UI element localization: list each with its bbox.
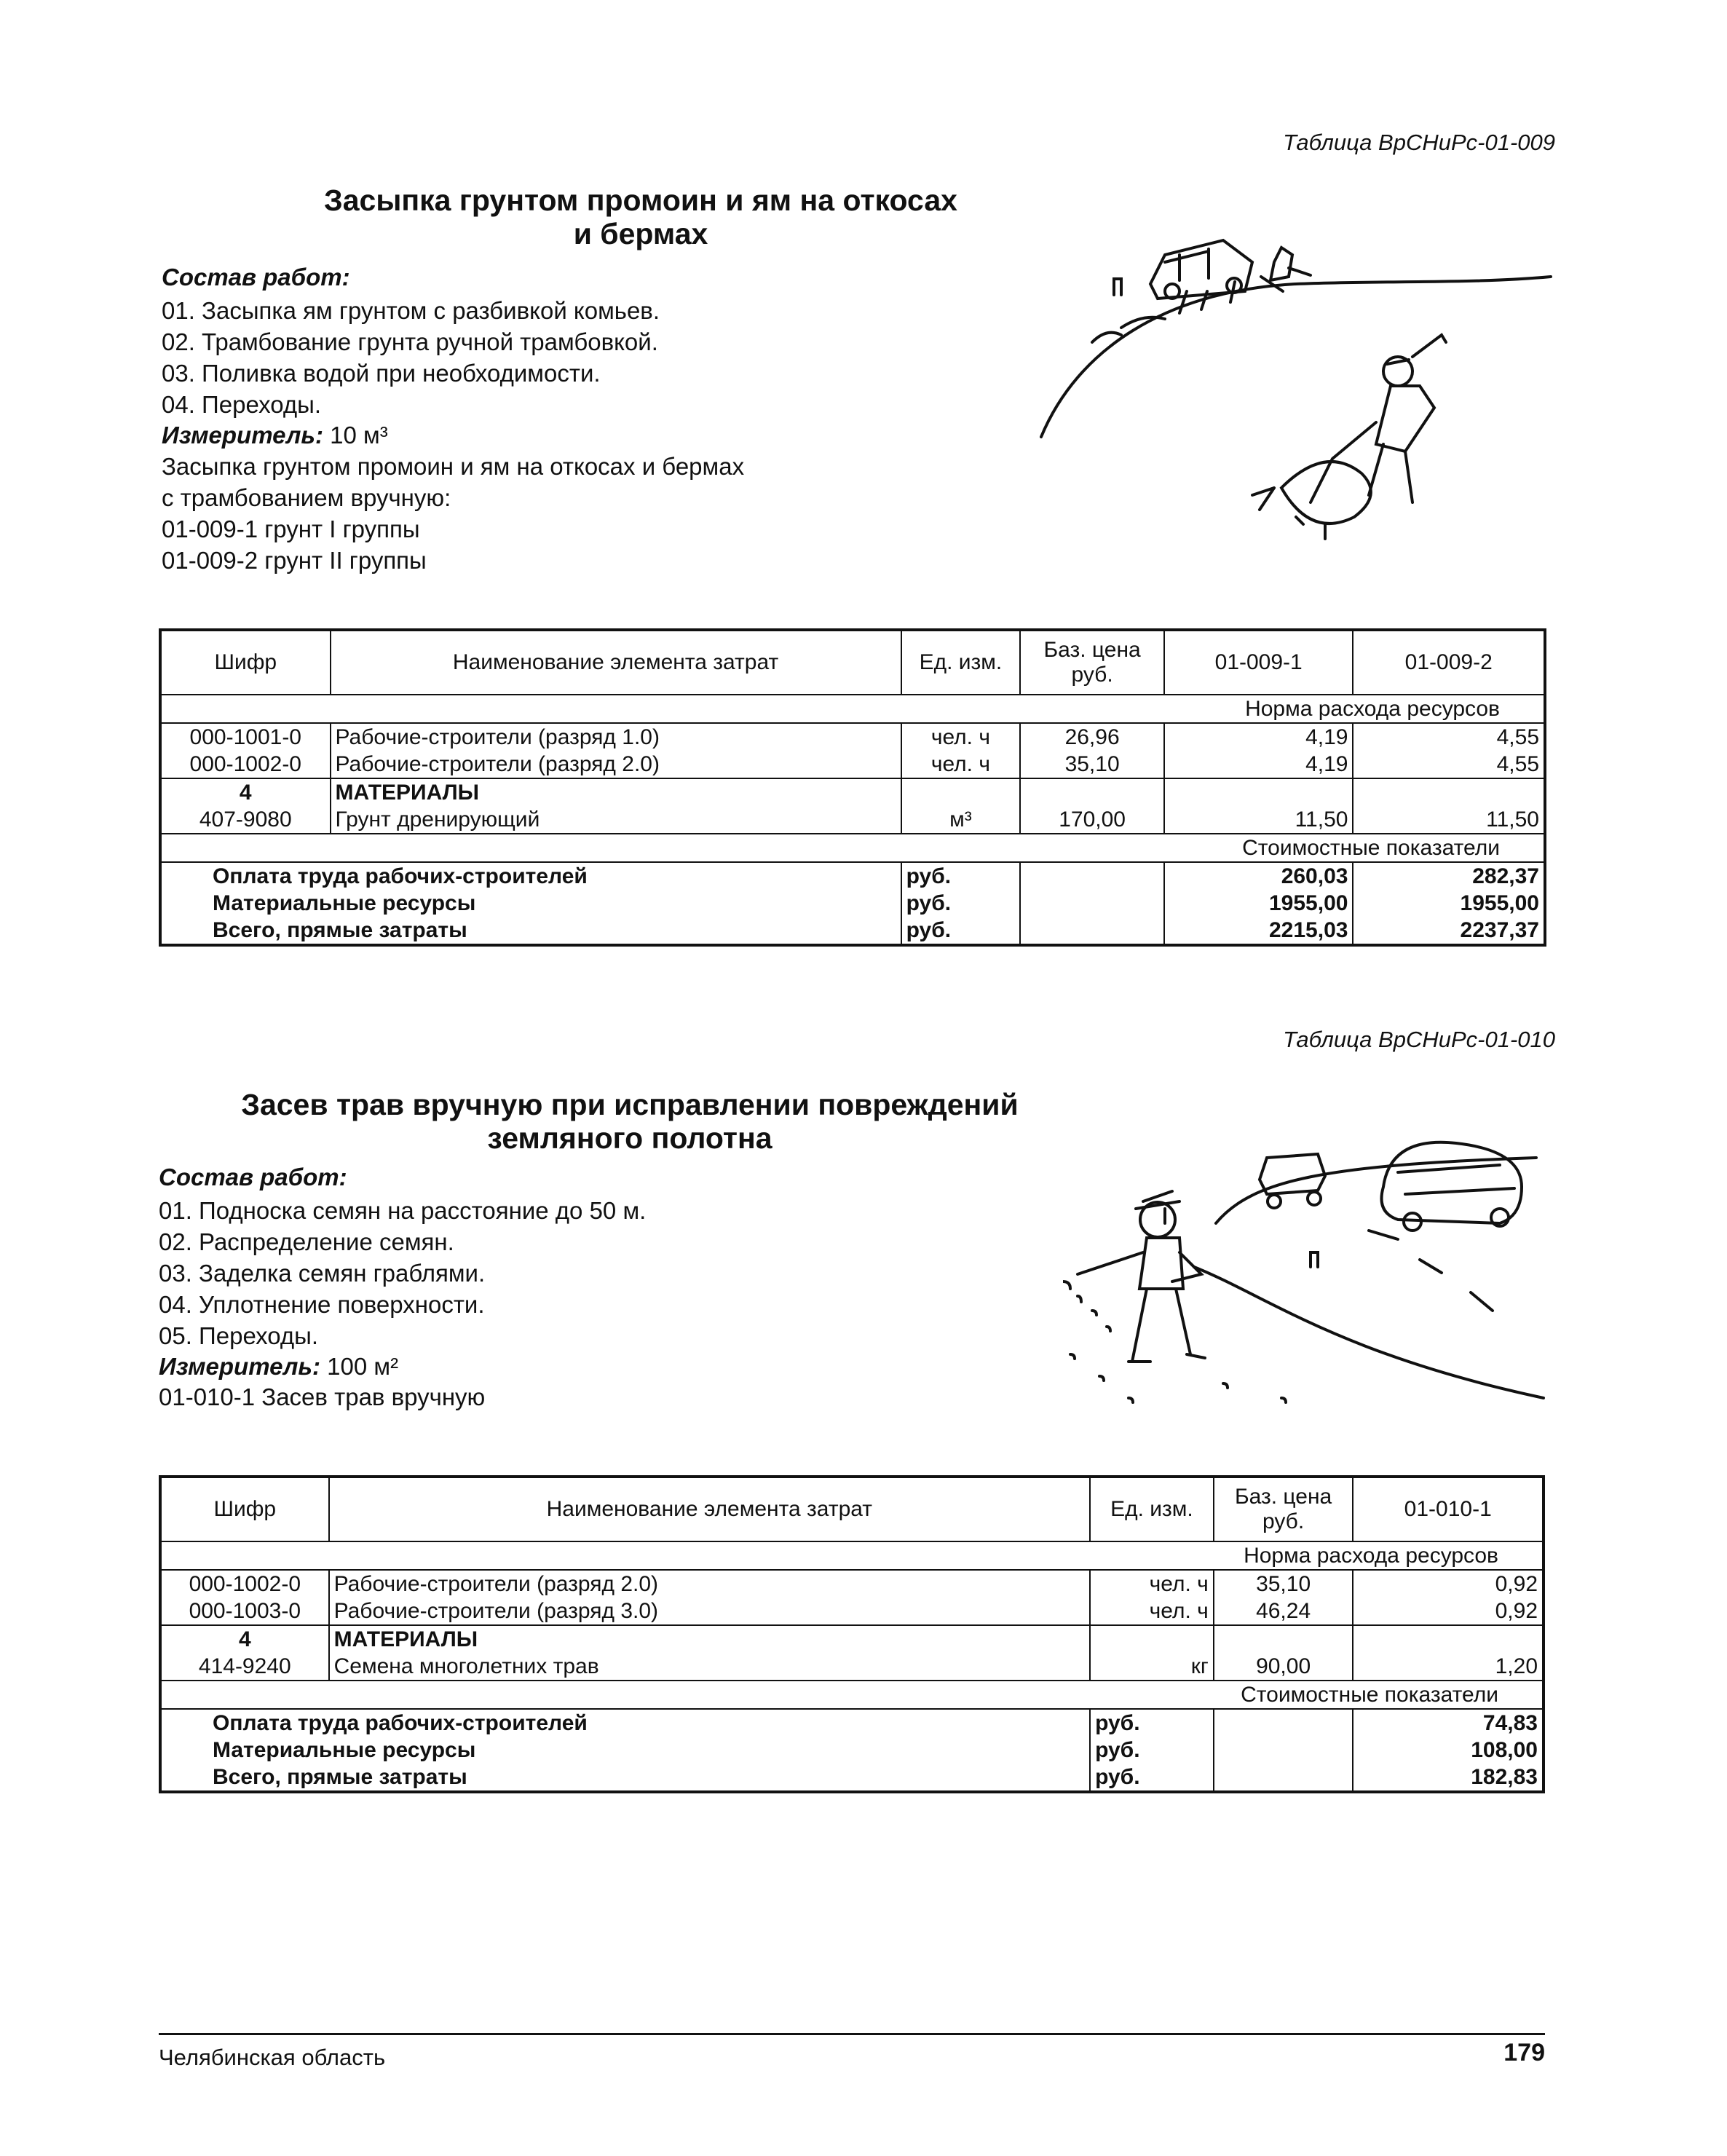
total-unit: руб.: [1090, 1709, 1214, 1737]
norm-label: Норма расхода ресурсов: [1244, 1544, 1498, 1568]
total-v1: 260,03: [1164, 862, 1353, 890]
total-unit: руб.: [901, 890, 1021, 917]
total-name: Материальные ресурсы: [213, 1738, 476, 1762]
table-row: [160, 778, 1545, 806]
cell-v1: 0,92: [1353, 1570, 1544, 1598]
col-header-code: Шифр: [160, 630, 331, 695]
cell-price: 26,96: [1020, 723, 1164, 751]
totals-row: [160, 862, 1545, 890]
cell-unit: [1090, 1625, 1214, 1653]
total-name: Всего, прямые затраты: [213, 1765, 467, 1789]
cell-name: Рабочие-строители (разряд 1.0): [331, 723, 901, 751]
total-price-empty: [1214, 1764, 1353, 1792]
cell-code: 000-1002-0: [189, 752, 301, 776]
title-line-1: Засев трав вручную при исправлении повреждений: [241, 1088, 1019, 1121]
cell-v2: 11,50: [1353, 806, 1545, 834]
totals-row: [160, 1764, 1544, 1792]
description-block: [159, 1381, 485, 1413]
work-item: 04. Уплотнение поверхности.: [159, 1291, 485, 1318]
meter-value: 10 м³: [330, 422, 388, 449]
col-header-unit: Ед. изм.: [901, 630, 1021, 695]
section-title-01-009: [218, 183, 1063, 250]
total-v1: 2215,03: [1164, 917, 1353, 945]
cell-v1: 11,50: [1164, 806, 1353, 834]
table-header-row: [160, 1477, 1544, 1541]
cell-code: 4: [238, 1627, 251, 1651]
title-line-2: и бермах: [573, 217, 708, 250]
work-items-list: [162, 295, 660, 420]
work-item: 01. Засыпка ям грунтом с разбивкой комьев.: [162, 297, 660, 324]
work-items-list: [159, 1195, 646, 1351]
table-row: [160, 1653, 1544, 1681]
total-name: Материальные ресурсы: [213, 891, 476, 915]
table-header-row: [160, 630, 1545, 695]
total-v1: 1955,00: [1164, 890, 1353, 917]
col-header-unit: Ед. изм.: [1090, 1477, 1214, 1541]
page-number: 179: [1503, 2039, 1545, 2066]
cell-v2: 4,55: [1353, 723, 1545, 751]
total-name: Оплата труда рабочих-строителей: [213, 864, 588, 888]
footer-divider: [159, 2033, 1545, 2035]
work-item: 03. Заделка семян граблями.: [159, 1260, 486, 1287]
cell-code: 407-9080: [199, 807, 292, 832]
description-line: с трамбованием вручную:: [162, 484, 451, 511]
total-v2: 1955,00: [1353, 890, 1545, 917]
code-line: 01-010-1 Засев трав вручную: [159, 1383, 486, 1410]
cell-unit: кг: [1090, 1653, 1214, 1681]
total-v2: 2237,37: [1353, 917, 1545, 945]
total-price-empty: [1020, 862, 1164, 890]
cell-v1: 1,20: [1353, 1653, 1544, 1681]
code-line: 01-009-1 грунт I группы: [162, 516, 420, 542]
col-header-v2: 01-009-2: [1353, 630, 1545, 695]
total-v1: 74,83: [1353, 1709, 1544, 1737]
totals-row: [160, 1709, 1544, 1737]
footer-region: Челябинская область: [159, 2045, 386, 2070]
cell-unit: чел. ч: [901, 751, 1021, 778]
work-item: 02. Трамбование грунта ручной трамбовкой.: [162, 328, 658, 355]
cell-v1: 4,19: [1164, 723, 1353, 751]
cost-label: Стоимостные показатели: [1241, 1683, 1498, 1707]
total-v1: 108,00: [1353, 1737, 1544, 1764]
cell-price: 90,00: [1214, 1653, 1353, 1681]
cell-name: МАТЕРИАЛЫ: [329, 1625, 1090, 1653]
cell-v2: 4,55: [1353, 751, 1545, 778]
title-line-2: земляного полотна: [487, 1121, 772, 1155]
cell-v1: 4,19: [1164, 751, 1353, 778]
total-price-empty: [1214, 1737, 1353, 1764]
cost-label-row: [160, 1681, 1544, 1709]
meter-label: Измеритель:: [159, 1353, 320, 1380]
table-row: [160, 1625, 1544, 1653]
total-v1: 182,83: [1353, 1764, 1544, 1792]
work-item: 02. Распределение семян.: [159, 1228, 454, 1255]
work-item: 04. Переходы.: [162, 391, 321, 418]
title-line-1: Засыпка грунтом промоин и ям на откосах: [324, 183, 957, 217]
norm-label: Норма расхода ресурсов: [1245, 697, 1500, 721]
cell-code: 4: [239, 781, 252, 805]
total-unit: руб.: [1090, 1764, 1214, 1792]
meter-label: Измеритель:: [162, 422, 323, 449]
norm-label-row: [160, 1541, 1544, 1570]
cell-v1: [1164, 778, 1353, 806]
cost-label: Стоимостные показатели: [1242, 836, 1500, 860]
tamping-workers-illustration: [1034, 204, 1558, 546]
total-price-empty: [1020, 917, 1164, 945]
table-row: [160, 806, 1545, 834]
cell-price: 35,10: [1214, 1570, 1353, 1598]
total-name: Оплата труда рабочих-строителей: [213, 1711, 588, 1735]
work-composition-heading: Состав работ:: [162, 264, 350, 291]
totals-row: [160, 890, 1545, 917]
cell-price: 35,10: [1020, 751, 1164, 778]
total-v2: 282,37: [1353, 862, 1545, 890]
cell-unit: чел. ч: [1090, 1598, 1214, 1625]
code-line: 01-009-2 грунт II группы: [162, 547, 427, 574]
total-unit: руб.: [901, 862, 1021, 890]
cell-unit: [901, 778, 1021, 806]
table-row: [160, 751, 1545, 778]
table-row: [160, 1598, 1544, 1625]
norm-label-row: [160, 695, 1545, 723]
cell-unit: м³: [901, 806, 1021, 834]
col-header-name: Наименование элемента затрат: [331, 630, 901, 695]
cell-code: 000-1003-0: [189, 1599, 301, 1623]
work-item: 03. Поливка водой при необходимости.: [162, 360, 601, 387]
cell-price: 170,00: [1020, 806, 1164, 834]
cell-code: 000-1001-0: [189, 725, 301, 749]
resource-table-01-009: [159, 628, 1546, 947]
col-header-price: Баз. цена руб.: [1020, 630, 1164, 695]
total-unit: руб.: [901, 917, 1021, 945]
work-composition-heading: Состав работ:: [159, 1164, 347, 1190]
meter-value: 100 м²: [327, 1353, 399, 1380]
cell-unit: чел. ч: [901, 723, 1021, 751]
total-price-empty: [1020, 890, 1164, 917]
table-id-01-010: Таблица ВрСНиРс-01-010: [1283, 1027, 1555, 1052]
totals-row: [160, 1737, 1544, 1764]
meter-line: [159, 1353, 398, 1381]
cell-price: 46,24: [1214, 1598, 1353, 1625]
cell-price: [1214, 1625, 1353, 1653]
col-header-price: Баз. цена руб.: [1214, 1477, 1353, 1541]
description-block: [162, 451, 744, 576]
cell-name: Рабочие-строители (разряд 2.0): [331, 751, 901, 778]
total-price-empty: [1214, 1709, 1353, 1737]
table-row: [160, 1570, 1544, 1598]
table-id-01-009: Таблица ВрСНиРс-01-009: [1283, 130, 1555, 155]
cell-name: Рабочие-строители (разряд 3.0): [329, 1598, 1090, 1625]
section-title-01-010: [146, 1088, 1114, 1155]
totals-row: [160, 917, 1545, 945]
total-name: Всего, прямые затраты: [213, 918, 467, 942]
cell-name: Семена многолетних трав: [329, 1653, 1090, 1681]
cell-v2: [1353, 778, 1545, 806]
seed-sowing-illustration: [1063, 1136, 1558, 1427]
col-header-v1: 01-009-1: [1164, 630, 1353, 695]
description-line: Засыпка грунтом промоин и ям на откосах и бермах: [162, 453, 745, 480]
cost-label-row: [160, 834, 1545, 862]
col-header-code: Шифр: [160, 1477, 329, 1541]
table-row: [160, 723, 1545, 751]
work-item: 01. Подноска семян на расстояние до 50 м.: [159, 1197, 647, 1224]
cell-code: 000-1002-0: [189, 1572, 301, 1596]
cell-name: Грунт дренирующий: [331, 806, 901, 834]
col-header-v1: 01-010-1: [1353, 1477, 1544, 1541]
meter-line: [162, 422, 388, 449]
cell-v1: 0,92: [1353, 1598, 1544, 1625]
cell-name: Рабочие-строители (разряд 2.0): [329, 1570, 1090, 1598]
col-header-name: Наименование элемента затрат: [329, 1477, 1090, 1541]
cell-v1: [1353, 1625, 1544, 1653]
cell-code: 414-9240: [198, 1654, 291, 1678]
cell-price: [1020, 778, 1164, 806]
total-unit: руб.: [1090, 1737, 1214, 1764]
cell-unit: чел. ч: [1090, 1570, 1214, 1598]
resource-table-01-010: [159, 1475, 1545, 1793]
work-item: 05. Переходы.: [159, 1322, 318, 1349]
cell-name: МАТЕРИАЛЫ: [331, 778, 901, 806]
